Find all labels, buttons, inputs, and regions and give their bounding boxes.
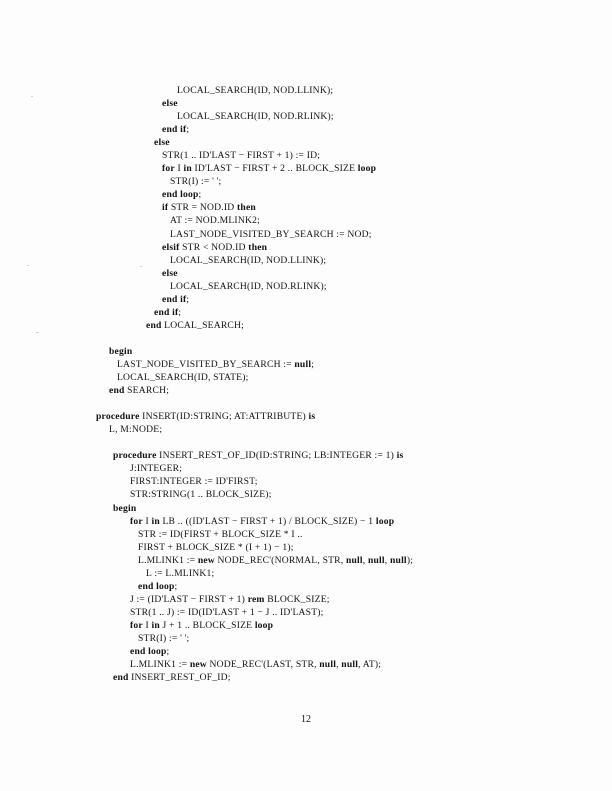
code-keyword: loop	[375, 515, 395, 527]
code-line: LOCAL_SEARCH(ID, NOD.RLINK);	[177, 111, 334, 123]
code-line: end loop;	[162, 189, 202, 201]
code-line: FIRST:INTEGER := ID'FIRST;	[130, 476, 258, 488]
code-line: end INSERT_REST_OF_ID;	[113, 672, 231, 684]
code-keyword: for	[162, 163, 175, 175]
code-line: AT := NOD.MLINK2;	[170, 215, 260, 227]
page-number: 12	[301, 714, 311, 725]
code-keyword: new	[189, 659, 207, 671]
code-keyword: loop	[148, 646, 167, 658]
code-line: L := L.MLINK1;	[146, 567, 215, 579]
code-keyword: loop	[254, 619, 274, 631]
code-line	[96, 345, 546, 358]
code-line: STR(I) := ' ';	[138, 632, 190, 644]
code-keyword: null	[367, 554, 385, 566]
code-line: J := (ID'LAST − FIRST + 1) rem BLOCK_SIZE;	[130, 593, 330, 605]
code-keyword: loop	[357, 163, 377, 175]
code-line: L.MLINK1 := new NODE_REC'(LAST, STR, null, null, AT);	[130, 659, 382, 671]
code-keyword: null	[345, 554, 363, 566]
code-line: L, M:NODE;	[109, 424, 163, 436]
code-line: for I in J + 1 .. BLOCK_SIZE loop	[130, 619, 274, 631]
code-line: end loop;	[130, 646, 170, 658]
code-keyword: end	[130, 646, 146, 658]
code-line: L.MLINK1 := new NODE_REC'(NORMAL, STR, null, null, null);	[138, 554, 414, 566]
code-line: end loop;	[138, 580, 178, 592]
code-keyword: if	[162, 202, 169, 214]
code-keyword: begin	[113, 502, 137, 514]
code-keyword: is	[396, 450, 404, 462]
code-line	[96, 397, 546, 410]
code-keyword: procedure	[96, 411, 140, 423]
code-line: STR(1 .. ID'LAST − FIRST + 1) := ID;	[162, 150, 321, 162]
scan-artifact	[31, 96, 33, 97]
code-keyword: for	[130, 619, 143, 631]
code-keyword: else	[162, 98, 178, 110]
code-keyword: end	[162, 189, 178, 201]
code-line: LAST_NODE_VISITED_BY_SEARCH := NOD;	[170, 228, 372, 240]
code-keyword: procedure	[113, 450, 157, 462]
code-line	[96, 332, 546, 345]
code-keyword: end	[138, 580, 154, 592]
code-keyword: then	[237, 202, 256, 214]
code-line: LAST_NODE_VISITED_BY_SEARCH := null;	[117, 358, 315, 370]
code-keyword: in	[183, 163, 192, 175]
scan-artifact	[36, 332, 39, 333]
code-keyword: end	[162, 293, 178, 305]
code-keyword: new	[197, 554, 215, 566]
code-line: LOCAL_SEARCH(ID, NOD.LLINK);	[177, 85, 334, 96]
code-keyword: if	[172, 306, 179, 318]
code-keyword: in	[151, 619, 160, 631]
code-line: LOCAL_SEARCH(ID, NOD.LLINK);	[170, 254, 327, 266]
code-line: STR(1 .. J) := ID(ID'LAST + 1 − J .. ID'LAST);	[130, 606, 324, 618]
code-keyword: end	[146, 319, 162, 331]
code-line	[96, 502, 546, 515]
code-line: end SEARCH;	[109, 385, 170, 397]
code-line: STR:STRING(1 .. BLOCK_SIZE);	[130, 489, 272, 501]
code-line	[96, 267, 546, 280]
scan-artifact	[27, 265, 29, 266]
code-keyword: else	[154, 137, 170, 149]
code-line: J:INTEGER;	[130, 463, 183, 475]
code-keyword: for	[130, 515, 143, 527]
code-keyword: elsif	[162, 241, 180, 253]
code-keyword: rem	[247, 593, 265, 605]
code-keyword: end	[162, 124, 178, 136]
code-keyword: null	[341, 659, 359, 671]
code-keyword: null	[319, 659, 337, 671]
code-keyword: begin	[109, 345, 133, 357]
code-line: procedure INSERT(ID:STRING; AT:ATTRIBUTE) is	[96, 411, 316, 423]
code-keyword: null	[390, 554, 407, 566]
code-line: for I in LB .. ((ID'LAST − FIRST + 1) / BLOCK_SIZE) − 1 loop	[130, 515, 395, 527]
code-keyword: if	[180, 124, 187, 136]
source-code-listing	[96, 84, 546, 684]
code-keyword: loop	[180, 189, 199, 201]
code-keyword: else	[162, 267, 178, 279]
code-line: if STR = NOD.ID then	[162, 202, 256, 214]
code-keyword: end	[109, 385, 125, 397]
code-keyword: end	[113, 672, 129, 684]
code-line: FIRST + BLOCK_SIZE * (I + 1) − 1);	[138, 541, 294, 553]
code-line: LOCAL_SEARCH(ID, STATE);	[117, 372, 249, 384]
code-line: procedure INSERT_REST_OF_ID(ID:STRING; LB:INTEGER := 1) is	[113, 450, 404, 462]
code-keyword: loop	[156, 580, 175, 592]
code-line: end LOCAL_SEARCH;	[146, 319, 245, 331]
code-line: for I in ID'LAST − FIRST + 2 .. BLOCK_SIZE loop	[162, 163, 377, 175]
code-line	[96, 136, 546, 149]
code-keyword: null	[294, 358, 312, 370]
code-keyword: in	[151, 515, 160, 527]
code-line	[96, 97, 546, 110]
code-line: elsif STR < NOD.ID then	[162, 241, 268, 253]
code-keyword: end	[154, 306, 170, 318]
code-keyword: is	[308, 411, 316, 423]
code-line: STR := ID(FIRST + BLOCK_SIZE * I ..	[138, 528, 303, 540]
code-keyword: if	[180, 293, 187, 305]
code-line	[96, 436, 546, 449]
code-line: end if;	[162, 124, 190, 136]
code-line: end if;	[162, 293, 190, 305]
code-line: STR(I) := ' ';	[170, 176, 222, 188]
code-line: LOCAL_SEARCH(ID, NOD.RLINK);	[170, 280, 327, 292]
code-line: end if;	[154, 306, 182, 318]
code-keyword: then	[248, 241, 268, 253]
